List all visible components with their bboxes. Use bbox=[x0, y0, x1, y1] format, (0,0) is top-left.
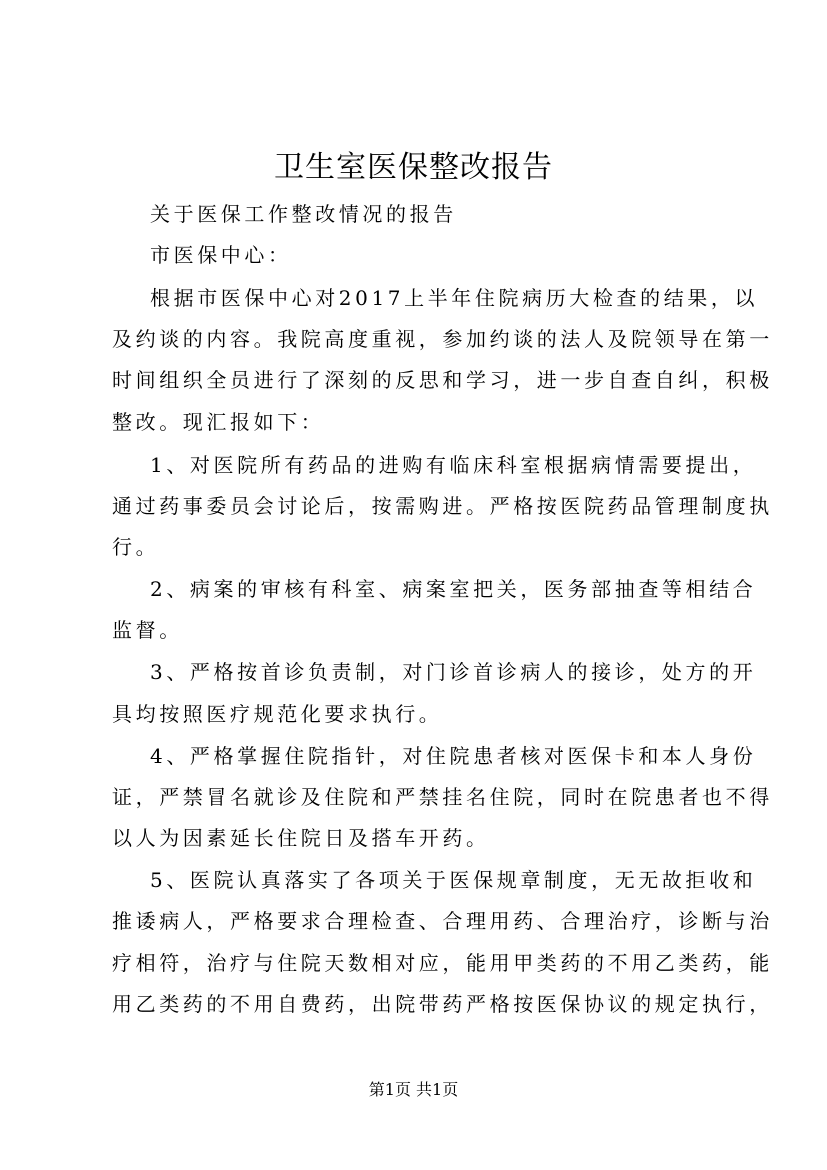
body-line: 监督。 bbox=[112, 618, 183, 642]
body-line: 行。 bbox=[112, 535, 160, 559]
body-line: 4、严格掌握住院指针，对住院患者核对医保卡和本人身份 bbox=[150, 744, 757, 768]
body-line: 推诿病人，严格要求合理检查、合理用药、合理治疗，诊断与治 bbox=[112, 909, 773, 933]
body-line: 用乙类药的不用自费药，出院带药严格按医保协议的规定执行， bbox=[112, 992, 773, 1016]
body-line: 疗相符，治疗与住院天数相对应，能用甲类药的不用乙类药，能 bbox=[112, 951, 773, 975]
body-line: 以人为因素延长住院日及搭车开药。 bbox=[112, 826, 490, 850]
body-line: 5、医院认真落实了各项关于医保规章制度，无无故拒收和 bbox=[150, 868, 757, 892]
body-line: 1、对医院所有药品的进购有临床科室根据病情需要提出， bbox=[150, 453, 757, 477]
document-title: 卫生室医保整改报告 bbox=[274, 150, 553, 185]
body-line: 2、病案的审核有科室、病案室把关，医务部抽查等相结合 bbox=[150, 577, 757, 601]
body-line: 整改。现汇报如下： bbox=[112, 410, 325, 434]
body-line: 时间组织全员进行了深刻的反思和学习，进一步自查自纠，积极 bbox=[112, 368, 773, 392]
addressee: 市医保中心： bbox=[150, 243, 292, 267]
body-line: 及约谈的内容。我院高度重视，参加约谈的法人及院领导在第一 bbox=[112, 327, 773, 351]
body-line: 3、严格按首诊负责制，对门诊首诊病人的接诊，处方的开 bbox=[150, 660, 757, 684]
body-line: 根据市医保中心对2017上半年住院病历大检查的结果，以 bbox=[150, 286, 759, 310]
body-line: 具均按照医疗规范化要求执行。 bbox=[112, 702, 443, 726]
report-subtitle: 关于医保工作整改情况的报告 bbox=[150, 202, 457, 226]
page-footer: 第1页 共1页 bbox=[368, 1080, 459, 1099]
body-line: 证，严禁冒名就诊及住院和严禁挂名住院，同时在院患者也不得 bbox=[112, 785, 773, 809]
body-line: 通过药事委员会讨论后，按需购进。严格按医院药品管理制度执 bbox=[112, 494, 773, 518]
